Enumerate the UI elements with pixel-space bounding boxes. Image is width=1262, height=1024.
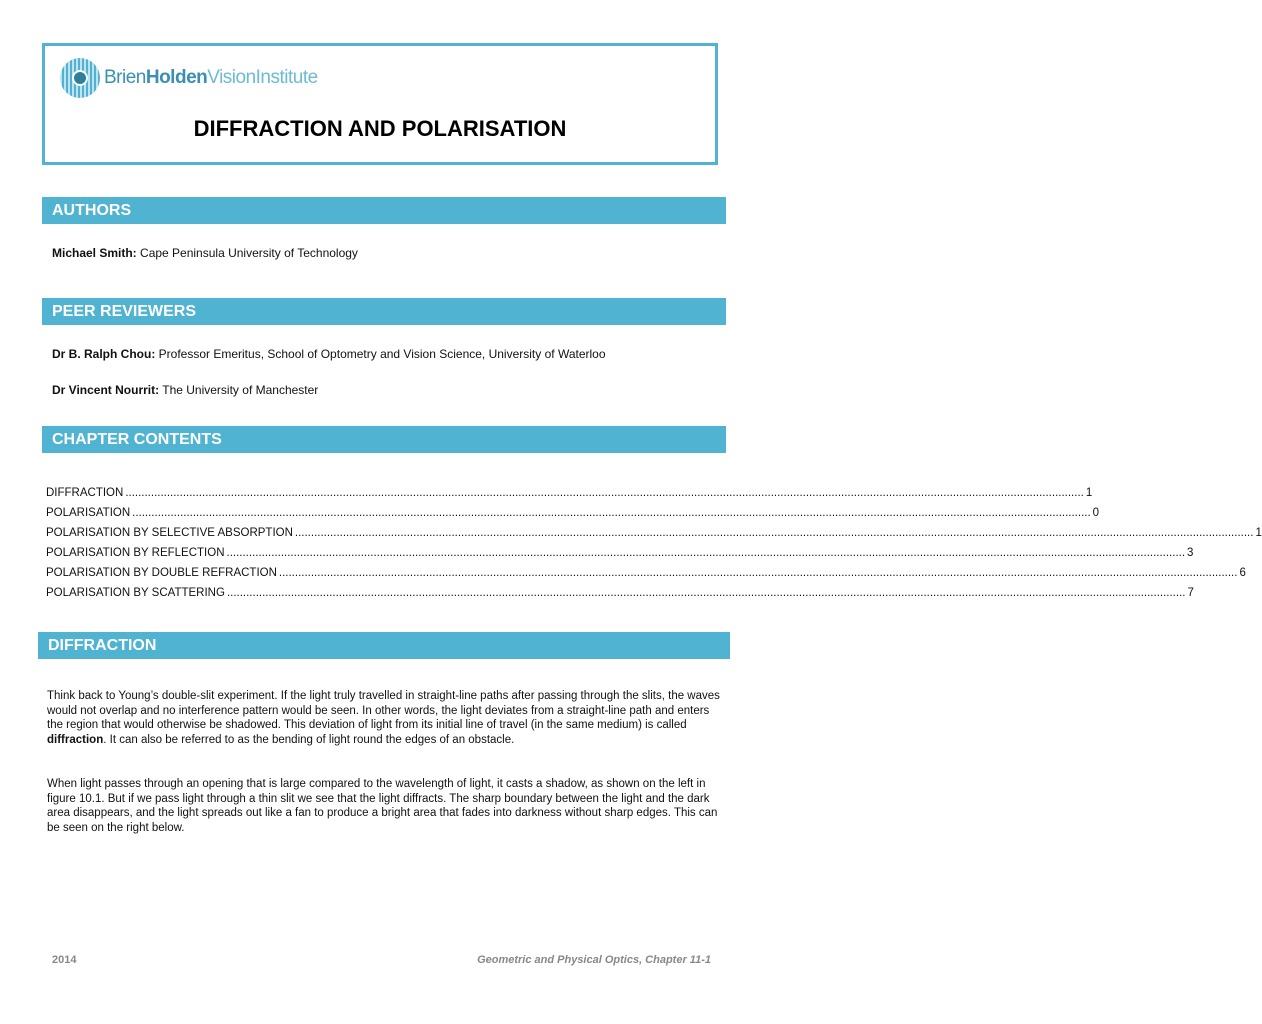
- toc-entry-page: 3: [1187, 547, 1194, 559]
- paragraph-text: . It can also be referred to as the bending of light round the edges of an obstacle.: [103, 733, 515, 746]
- toc-entry-page: 1: [1085, 487, 1093, 499]
- toc-entry-page: 0: [1092, 507, 1100, 519]
- toc-leader-dots: ............................................................................................................................................................................................................................................................................................................: [294, 527, 1254, 539]
- toc-entry-title: POLARISATION BY DOUBLE REFRACTION: [46, 567, 277, 579]
- toc-entry[interactable]: [46, 543, 1194, 563]
- brien-holden-logo: [60, 58, 318, 98]
- chapter-contents-heading: CHAPTER CONTENTS: [42, 426, 726, 453]
- reviewer-affiliation: Professor Emeritus, School of Optometry and Vision Science, University of Waterloo: [155, 347, 606, 361]
- toc-entry[interactable]: [46, 583, 1194, 603]
- peer-reviewers-heading: PEER REVIEWERS: [42, 298, 726, 325]
- logo-text: BrienHoldenVisionInstitute: [104, 67, 318, 88]
- toc-leader-dots: ............................................................................................................................................................................................................................................................................................................: [125, 487, 1084, 499]
- reviewer-line: [52, 347, 606, 361]
- author-line: [52, 246, 358, 260]
- author-affiliation: Cape Peninsula University of Technology: [136, 246, 358, 260]
- reviewer-name: Dr B. Ralph Chou:: [52, 347, 156, 361]
- diffraction-term: diffraction: [47, 733, 104, 746]
- diffraction-paragraph-2: When light passes through an opening that is large compared to the wavelength of light, it casts a shadow, as shown on the left in figure 10.1. But if we pass light through a thin slit we see that the light diffracts. The sharp boundary between the light and the dark area disappears, and the light spreads out like a fan to produce a bright area that fades into darkness without sharp edges. This can be seen on the right below.: [47, 778, 718, 834]
- authors-heading: AUTHORS: [42, 197, 726, 224]
- toc-entry-title: POLARISATION: [46, 507, 131, 519]
- paragraph-text: Think back to Young’s double-slit experiment. If the light truly travelled in straight-line paths after passing through the slits, the waves would not overlap and no interference pattern would be seen. In other words, the light deviates from a straight-line path and enters the region that would otherwise be shadowed. This deviation of light from its initial line of travel (in the same medium) is called: [47, 690, 720, 732]
- toc-entry[interactable]: [46, 483, 1093, 503]
- author-name: Michael Smith:: [52, 246, 137, 260]
- table-of-contents: [46, 483, 1262, 603]
- diffraction-heading: DIFFRACTION: [38, 632, 730, 659]
- reviewer-line: [52, 383, 318, 397]
- toc-entry-page: 1: [1255, 527, 1262, 539]
- toc-entry[interactable]: [46, 503, 1100, 523]
- toc-entry[interactable]: [46, 563, 1246, 583]
- reviewer-affiliation: The University of Manchester: [159, 383, 319, 397]
- toc-leader-dots: ............................................................................................................................................................................................................................................................................................................: [278, 567, 1238, 579]
- document-title: DIFFRACTION AND POLARISATION: [193, 116, 567, 141]
- toc-entry-page: 7: [1187, 587, 1194, 599]
- toc-entry-title: POLARISATION BY SCATTERING: [46, 587, 225, 599]
- footer-chapter: Geometric and Physical Optics, Chapter 11-1: [477, 954, 711, 966]
- eye-logo-icon: [60, 58, 100, 98]
- title-box: [42, 43, 718, 165]
- toc-leader-dots: ............................................................................................................................................................................................................................................................................................................: [226, 587, 1186, 599]
- diffraction-paragraph-1: [47, 689, 727, 747]
- reviewer-name: Dr Vincent Nourrit:: [52, 383, 160, 397]
- toc-entry-title: DIFFRACTION: [46, 487, 124, 499]
- toc-entry-page: 6: [1239, 567, 1246, 579]
- toc-entry[interactable]: [46, 523, 1262, 543]
- toc-entry-title: POLARISATION BY REFLECTION: [46, 547, 225, 559]
- toc-leader-dots: ............................................................................................................................................................................................................................................................................................................: [132, 507, 1091, 519]
- toc-leader-dots: ............................................................................................................................................................................................................................................................................................................: [226, 547, 1186, 559]
- footer-year: 2014: [52, 954, 77, 966]
- toc-entry-title: POLARISATION BY SELECTIVE ABSORPTION: [46, 527, 293, 539]
